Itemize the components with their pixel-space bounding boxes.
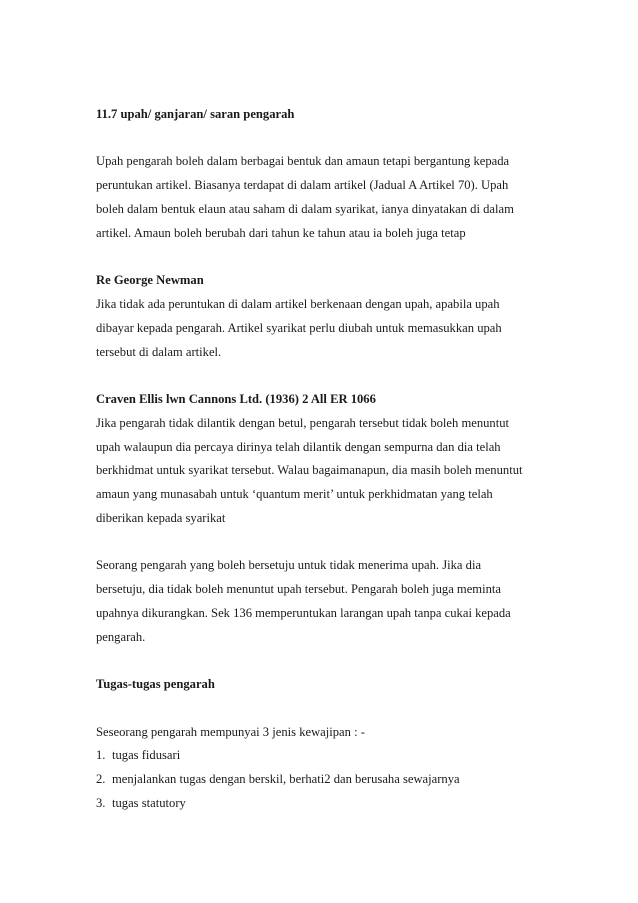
paragraph-consent: [96, 554, 546, 649]
list-item: [96, 768, 546, 792]
list-number: 1.: [96, 748, 106, 763]
list-number: 2.: [96, 772, 106, 787]
paragraph-line-4: pengarah.: [96, 629, 146, 644]
list-text: menjalankan tugas dengan berskil, berhati2 dan berusaha sewajarnya: [112, 772, 460, 787]
spacer: [96, 650, 546, 674]
list-item: [96, 744, 546, 768]
case-line-3: tersebut di dalam artikel.: [96, 344, 222, 359]
spacer: [96, 697, 546, 721]
case-craven-ellis: [96, 388, 546, 531]
list-number: 3.: [96, 795, 106, 810]
spacer: [96, 531, 546, 555]
section-title: 11.7 upah/ ganjaran/ saran pengarah: [96, 107, 295, 121]
case-title: Craven Ellis lwn Cannons Ltd. (1936) 2 All ER 1066: [96, 391, 376, 406]
case-line-4: amaun yang munasabah untuk ‘quantum merit’ untuk perkhidmatan yang telah: [96, 487, 493, 502]
case-george-newman: [96, 269, 546, 364]
duties-title: Tugas-tugas pengarah: [96, 677, 215, 692]
list-item: [96, 792, 546, 816]
case-line-3: berkhidmat untuk syarikat tersebut. Walau bagaimanapun, dia masih boleh menuntut: [96, 463, 523, 478]
spacer: [96, 127, 546, 151]
case-line-1: Jika pengarah tidak dilantik dengan betul, pengarah tersebut tidak boleh menuntut: [96, 415, 510, 430]
case-title: Re George Newman: [96, 273, 204, 288]
duties-list: [96, 744, 546, 815]
case-line-2: dibayar kepada pengarah. Artikel syarikat perlu diubah untuk memasukkan upah: [96, 320, 502, 335]
duties-intro: Seseorang pengarah mempunyai 3 jenis kewajipan : -: [96, 724, 365, 739]
intro-line-3: boleh dalam bentuk elaun atau saham di dalam syarikat, ianya dinyatakan di dalam: [96, 201, 514, 216]
intro-paragraph: [96, 150, 546, 245]
list-text: tugas fidusari: [112, 748, 181, 763]
case-line-2: upah walaupun dia percaya dirinya telah dilantik dengan sempurna dan dia telah: [96, 439, 501, 454]
list-text: tugas statutory: [112, 795, 186, 810]
spacer: [96, 246, 546, 270]
paragraph-line-1: Seorang pengarah yang boleh bersetuju untuk tidak menerima upah. Jika dia: [96, 558, 482, 573]
intro-line-4: artikel. Amaun boleh berubah dari tahun ke tahun atau ia boleh juga tetap: [96, 225, 466, 240]
case-line-5: diberikan kepada syarikat: [96, 510, 226, 525]
intro-line-1: Upah pengarah boleh dalam berbagai bentuk dan amaun tetapi bergantung kepada: [96, 154, 510, 169]
intro-line-2: peruntukan artikel. Biasanya terdapat di dalam artikel (Jadual A Artikel 70). Upah: [96, 178, 509, 193]
duties-section: [96, 721, 546, 816]
paragraph-line-3: upahnya dikurangkan. Sek 136 memperuntukan larangan upah tanpa cukai kepada: [96, 605, 511, 620]
spacer: [96, 364, 546, 388]
case-line-1: Jika tidak ada peruntukan di dalam artikel berkenaan dengan upah, apabila upah: [96, 296, 500, 311]
document-page: [96, 103, 546, 816]
paragraph-line-2: bersetuju, dia tidak boleh menuntut upah tersebut. Pengarah boleh juga meminta: [96, 582, 501, 597]
